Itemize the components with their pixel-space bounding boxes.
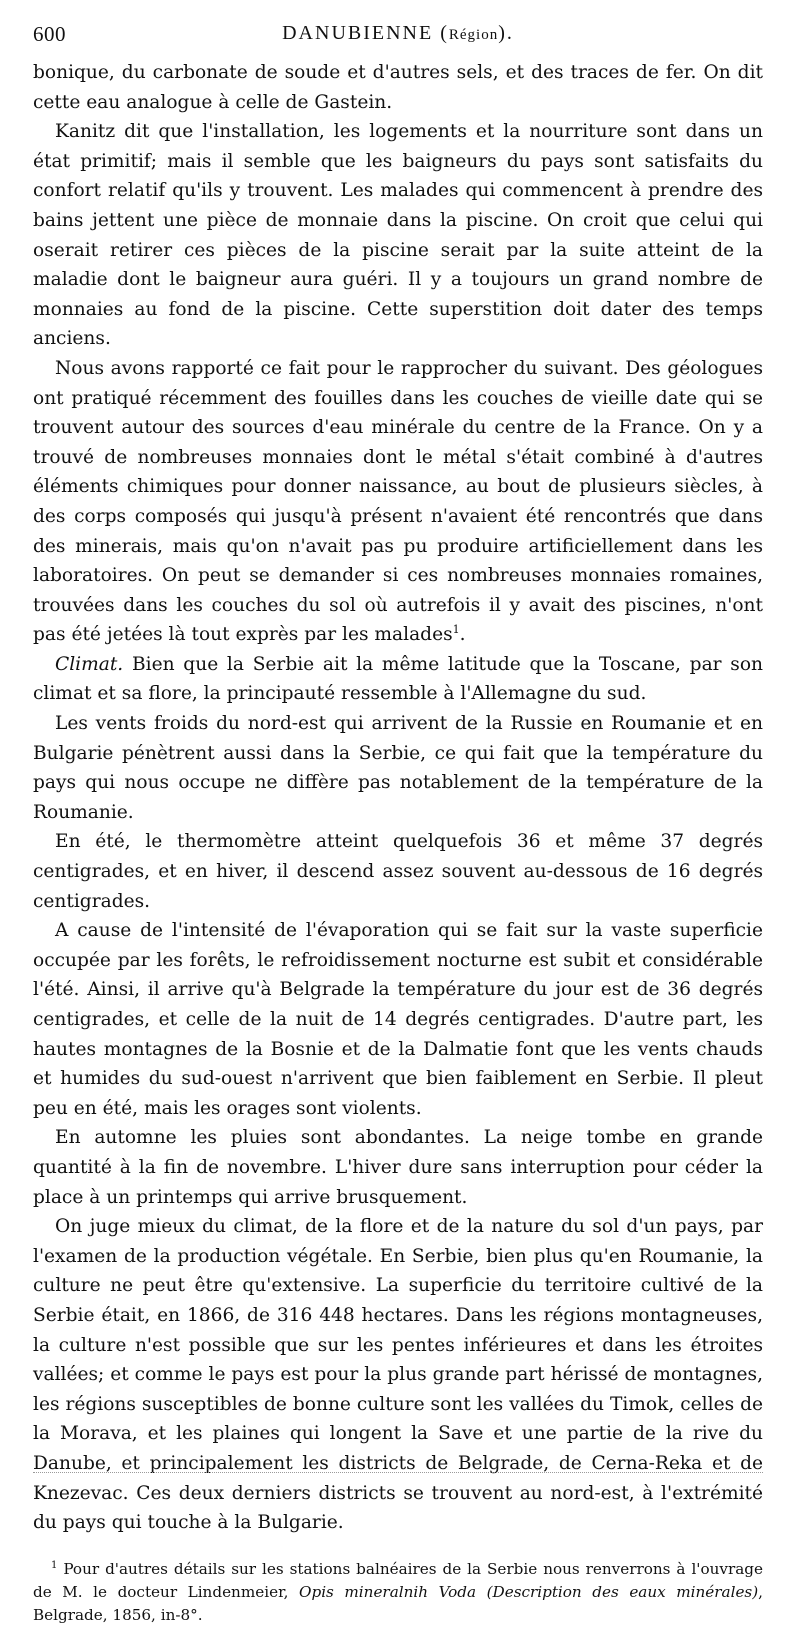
paragraph-geologues [33, 354, 763, 650]
running-title-close: ). [498, 22, 514, 44]
running-title-region: Région [448, 27, 499, 43]
climat-run-in-heading: Climat. [55, 653, 124, 675]
paragraph-production-vegetale: On juge mieux du climat, de la flore et de la nature du sol d'un pays, par l'examen de la production végétale. En Serbie, bien plus qu'en Roumanie, la culture ne peut être qu'extensive. La superficie du territoire cultivé de la Serbie était, en 1866, de 316 448 hectares. Dans les régions montagneuses, la culture n'est possible que sur les pentes inférieures et dans les étroites vallées; et comme le pays est pour la plus grande part hérissé de montagnes, les régions susceptibles de bonne culture sont les vallées du Timok, celles de la Morava, et les plaines qui longent la Save et une partie de la rive du Danube, et principalement les districts de Belgrade, de Cerna-Reka et de Knezevac. Ces deux derniers districts se trouvent au nord-est, à l'extrémité du pays qui touche à la Bulgarie. [33, 1216, 763, 1534]
page-number: 600 [33, 22, 66, 46]
footnote-title: Opis mineralnih Voda (Description des eaux minérales) [299, 1582, 759, 1601]
paragraph-climat [33, 650, 763, 709]
paragraph-climat-text: Bien que la Serbie ait la même latitude que la Toscane, par son climat et sa flore, la principauté ressemble à l'Allemagne du sud. [33, 653, 763, 705]
paragraph-evaporation: A cause de l'intensité de l'évaporation qui se fait sur la vaste superficie occupée par les forêts, le refroidissement nocturne est subit et considérable l'été. Ainsi, il arrive qu'à Belgrade la température du jour est de 36 degrés centigrades, et celle de la nuit de 14 degrés centigrades. D'autre part, les hautes montagnes de la Bosnie et de la Dalmatie font que les vents chauds et humides du sud-ouest n'arrivent que bien faiblement en Serbie. Il pleut peu en été, mais les orages sont violents. [33, 920, 763, 1119]
footnote [33, 1558, 763, 1627]
footnote-reference: 1 [452, 623, 460, 637]
footnote-reference-punct: . [459, 624, 466, 646]
footnote-mark: 1 [51, 1559, 58, 1571]
paragraph-geologues-text: Nous avons rapporté ce fait pour le rapprocher du suivant. Des géologues ont pratiqué récemment des fouilles dans les couches de vieille date qui se trouvent autour des sources d'eau minérale du centre de la France. On y a trouvé de nombreuses monnaies dont le métal s'était combiné à d'autres éléments chimiques pour donner naissance, au bout de plusieurs siècles, à des corps composés qui jusqu'à présent n'avaient été rencontrés que dans des minerais, mais qu'on n'avait pas pu produire artificiellement dans les laboratoires. On peut se demander si ces nombreuses monnaies romaines, trouvées dans les couches du sol où autrefois il y avait des piscines, n'ont pas été jetées là tout exprès par les malades [33, 357, 763, 646]
footnote-text-2: , Belgrade, 1856, in-8°. [33, 1582, 763, 1624]
running-title-main: DANUBIENNE ( [282, 22, 449, 44]
running-header [33, 22, 763, 58]
body-text [33, 58, 763, 1538]
paragraph-kanitz: Kanitz dit que l'installation, les logements et la nourriture sont dans un état primitif; mais il semble que les baigneurs du pays sont satisfaits du confort relatif qu'ils y trouvent. Les malades qui commencent à prendre des bains jettent une pièce de monnaie dans la piscine. On croit que celui qui oserait retirer ces pièces de la piscine serait par la suite atteint de la maladie dont le baigneur aura guéri. Il y a toujours un grand nombre de monnaies au fond de la piscine. Cette superstition doit dater des temps anciens. [33, 121, 763, 350]
page-bottom-rule [33, 1472, 763, 1473]
paragraph-automne: En automne les pluies sont abondantes. La neige tombe en grande quantité à la fin de novembre. L'hiver dure sans interruption pour céder la place à un printemps qui arrive brusquement. [33, 1127, 763, 1208]
page [33, 22, 763, 1627]
paragraph-continuation: bonique, du carbonate de soude et d'autres sels, et des traces de fer. On dit cette eau analogue à celle de Gastein. [33, 62, 763, 113]
running-title [33, 22, 763, 45]
paragraph-vents: Les vents froids du nord-est qui arrivent de la Russie en Roumanie et en Bulgarie pénètrent aussi dans la Serbie, ce qui fait que la température du pays qui nous occupe ne diffère pas notablement de la température de la Roumanie. [33, 713, 763, 823]
footnote-text-1: Pour d'autres détails sur les stations balnéaires de la Serbie nous renverrons à l'ouvrage de M. le docteur Lindenmeier, [33, 1559, 763, 1601]
paragraph-ete: En été, le thermomètre atteint quelquefois 36 et même 37 degrés centigrades, et en hiver, il descend assez souvent au-dessous de 16 degrés centigrades. [33, 831, 763, 912]
